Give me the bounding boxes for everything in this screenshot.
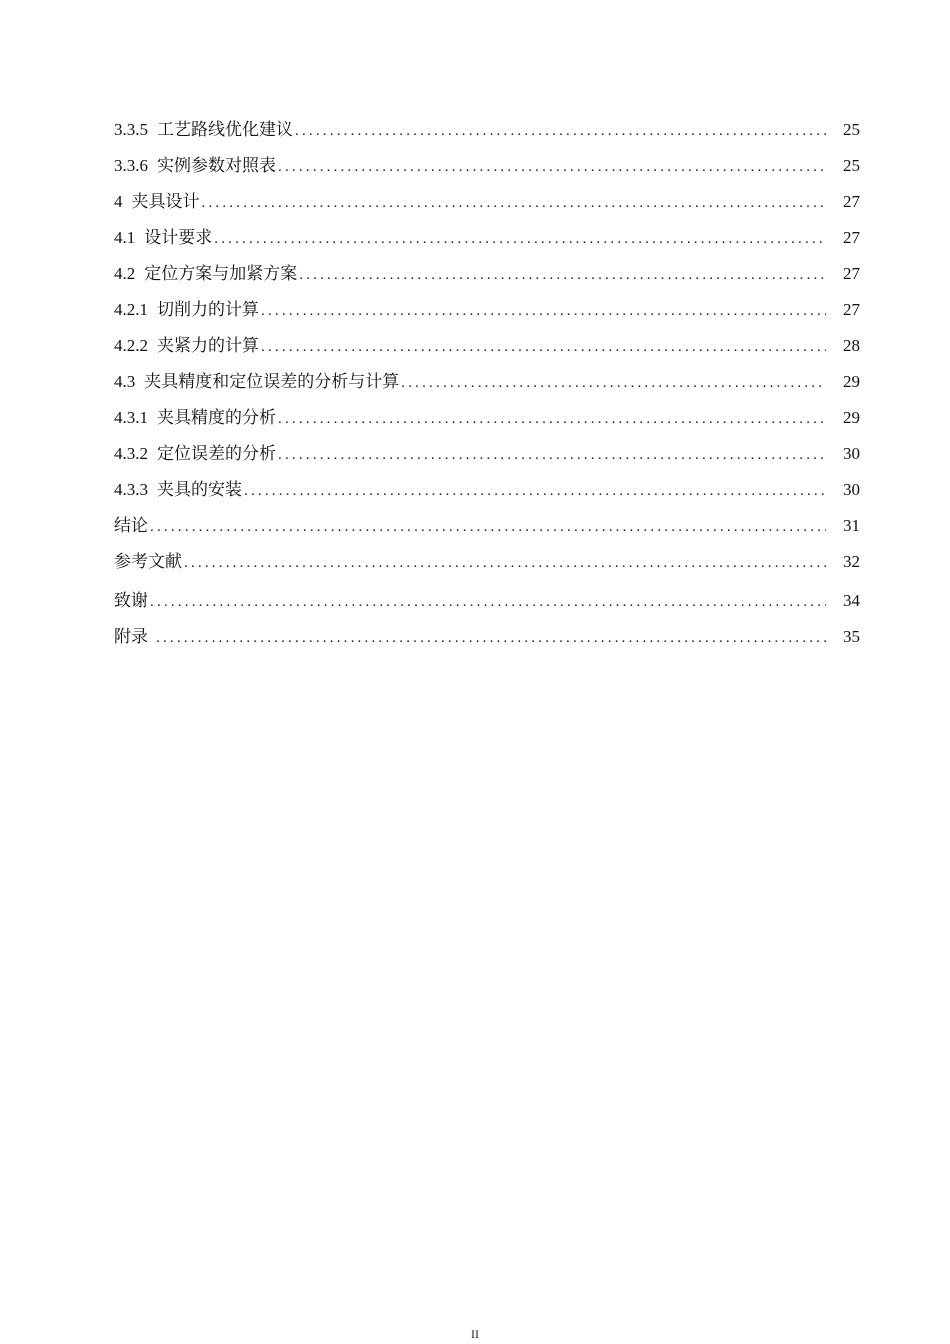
toc-entry-title: 设计要求 — [144, 228, 213, 248]
toc-entry-title: 定位方案与加紧方案 — [144, 264, 298, 284]
toc-dot-leader — [401, 371, 826, 395]
toc-entry[interactable] — [114, 625, 860, 661]
toc-dot-leader — [295, 119, 826, 143]
toc-entry[interactable] — [114, 478, 860, 514]
toc-entry[interactable] — [114, 514, 860, 550]
toc-dot-leader — [244, 479, 826, 503]
toc-dot-leader — [214, 227, 826, 251]
toc-entry-number: 4.3.3 — [114, 480, 148, 499]
toc-entry[interactable] — [114, 154, 860, 190]
toc-entry-title: 结论 — [114, 516, 148, 536]
toc-entry-page: 34 — [843, 591, 860, 610]
page-number-footer: II — [471, 1327, 479, 1341]
toc-entry-number: 4.2.1 — [114, 300, 148, 319]
toc-dot-leader — [202, 191, 827, 215]
toc-entry-title: 参考文献 — [114, 552, 182, 572]
toc-dot-leader — [150, 515, 826, 539]
toc-dot-leader — [156, 626, 826, 650]
toc-dot-leader — [299, 263, 826, 287]
toc-entry[interactable] — [114, 334, 860, 370]
toc-entry-title: 夹具设计 — [131, 192, 200, 212]
toc-entry[interactable] — [114, 262, 860, 298]
toc-entry-page: 27 — [843, 228, 860, 247]
toc-entry[interactable] — [114, 118, 860, 154]
toc-entry-page: 25 — [843, 156, 860, 175]
toc-dot-leader — [150, 590, 826, 614]
toc-dot-leader — [184, 551, 826, 575]
toc-entry-number: 4.3 — [114, 372, 136, 391]
toc-entry-page: 32 — [843, 552, 860, 571]
toc-entry-title: 工艺路线优化建议 — [157, 120, 293, 140]
toc-entry[interactable] — [114, 190, 860, 226]
toc-entry-page: 35 — [843, 627, 860, 646]
toc-entry-title: 夹具精度的分析 — [157, 408, 276, 428]
toc-entry-title: 附录 — [114, 627, 148, 647]
toc-entry-title: 夹具精度和定位误差的分析与计算 — [144, 372, 400, 392]
toc-entry[interactable] — [114, 442, 860, 478]
toc-entry-title: 夹具的安装 — [157, 480, 242, 500]
toc-entry-number: 4 — [114, 192, 123, 211]
toc-entry[interactable] — [114, 550, 860, 586]
toc-entry-number: 3.3.6 — [114, 156, 148, 175]
toc-dot-leader — [278, 407, 826, 431]
toc-entry-page: 27 — [843, 192, 860, 211]
toc-entry-title: 致谢 — [114, 591, 148, 611]
toc-entry-number: 4.3.1 — [114, 408, 148, 427]
toc-entry-page: 31 — [843, 516, 860, 535]
toc-entry-title: 实例参数对照表 — [157, 156, 276, 176]
toc-entry-page: 27 — [843, 264, 860, 283]
toc-entry-title: 定位误差的分析 — [157, 444, 276, 464]
toc-entry[interactable] — [114, 406, 860, 442]
toc-entry-number: 4.1 — [114, 228, 136, 247]
toc-entry[interactable] — [114, 298, 860, 334]
toc-entry-number: 4.3.2 — [114, 444, 148, 463]
toc-entry-page: 27 — [843, 300, 860, 319]
toc-entry-page: 30 — [843, 480, 860, 499]
toc-dot-leader — [278, 443, 826, 467]
toc-entry-page: 29 — [843, 408, 860, 427]
toc-entry-number: 4.2.2 — [114, 336, 148, 355]
toc-entry-title: 切削力的计算 — [157, 300, 259, 320]
toc-dot-leader — [278, 155, 826, 179]
toc-entry[interactable] — [114, 226, 860, 262]
table-of-contents — [114, 118, 860, 661]
toc-entry[interactable] — [114, 589, 860, 625]
toc-entry-page: 30 — [843, 444, 860, 463]
toc-entry-page: 25 — [843, 120, 860, 139]
toc-entry-number: 3.3.5 — [114, 120, 148, 139]
toc-entry-page: 29 — [843, 372, 860, 391]
toc-entry-title: 夹紧力的计算 — [157, 336, 259, 356]
toc-entry-number: 4.2 — [114, 264, 136, 283]
toc-entry-page: 28 — [843, 336, 860, 355]
toc-dot-leader — [261, 335, 826, 359]
toc-dot-leader — [261, 299, 826, 323]
toc-entry[interactable] — [114, 370, 860, 406]
